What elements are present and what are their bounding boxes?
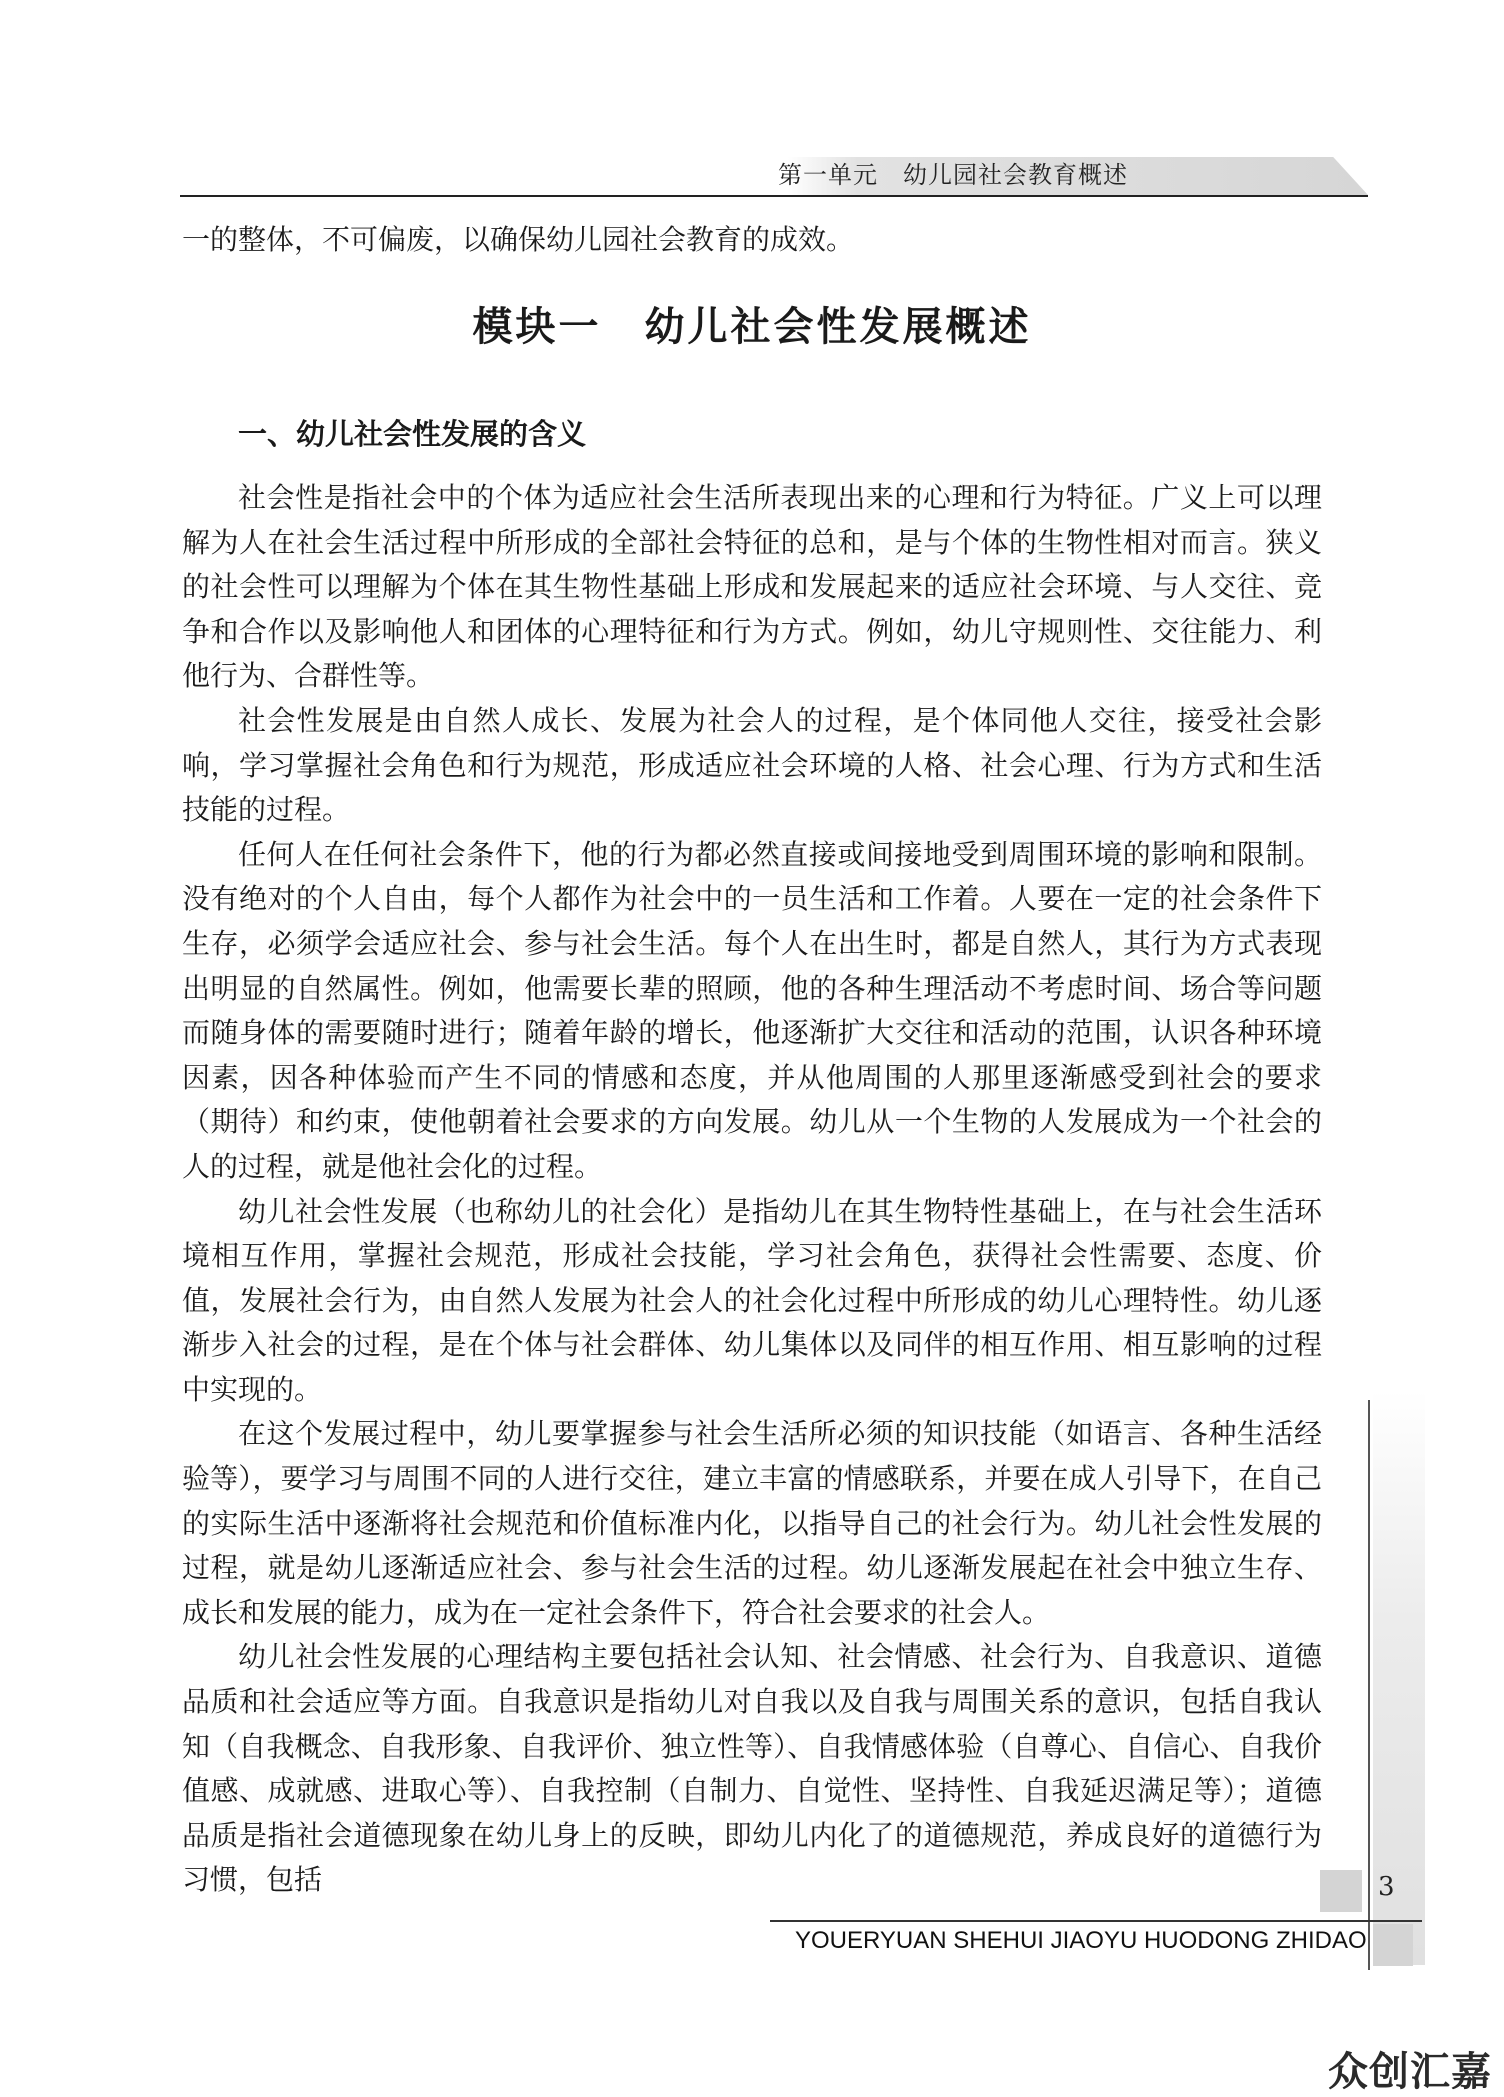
- paragraph-5: 在这个发展过程中，幼儿要掌握参与社会生活所必须的知识技能（如语言、各种生活经验等），要学习与周围不同的人进行交往，建立丰富的情感联系，并要在成人引导下，在自己的实际生活中逐渐将社会规范和价值标准内化，以指导自己的社会行为。幼儿社会性发展的过程，就是幼儿逐渐适应社会、参与社会生活的过程。幼儿逐渐发展起在社会中独立生存、成长和发展的能力，成为在一定社会条件下，符合社会要求的社会人。: [182, 1417, 1322, 1629]
- running-header: [180, 157, 1368, 195]
- body-paragraphs: [182, 476, 1322, 1903]
- paragraph-6: 幼儿社会性发展的心理结构主要包括社会认知、社会情感、社会行为、自我意识、道德品质和社会适应等方面。自我意识是指幼儿对自我以及自我与周围关系的意识，包括自我认知（自我概念、自我形象、自我评价、独立性等）、自我情感体验（自尊心、自信心、自我价值感、成就感、进取心等）、自我控制（自制力、自觉性、坚持性、自我延迟满足等）；道德品质是指社会道德现象在幼儿身上的反映，即幼儿内化了的道德规范，养成良好的道德行为习惯，包括: [182, 1640, 1322, 1897]
- unit-title: 第一单元 幼儿园社会教育概述: [778, 162, 1128, 189]
- footer-rule: [770, 1920, 1422, 1922]
- margin-rule: [1368, 1400, 1370, 1970]
- page-number-box: [1320, 1870, 1362, 1912]
- intro-line: 一的整体，不可偏废，以确保幼儿园社会教育的成效。: [182, 223, 855, 256]
- paragraph-3: 任何人在任何社会条件下，他的行为都必然直接或间接地受到周围环境的影响和限制。没有绝对的个人自由，每个人都作为社会中的一员生活和工作着。人要在一定的社会条件下生存，必须学会适应社会、参与社会生活。每个人在出生时，都是自然人，其行为方式表现出明显的自然属性。例如，他需要长辈的照顾，他的各种生理活动不考虑时间、场合等问题而随身体的需要随时进行；随着年龄的增长，他逐渐扩大交往和活动的范围，认识各种环境因素，因各种体验而产生不同的情感和态度，并从他周围的人那里逐渐感受到社会的要求（期待）和约束，使他朝着社会要求的方向发展。幼儿从一个生物的人发展成为一个社会的人的过程，就是他社会化的过程。: [182, 837, 1322, 1183]
- page-number: 3: [1378, 1872, 1395, 1902]
- header-rule: [180, 195, 1368, 197]
- section-heading: 一、幼儿社会性发展的含义: [238, 417, 587, 451]
- footer-shade: [1373, 1924, 1413, 1966]
- book-title: YOUERYUAN SHEHUI JIAOYU HUODONG ZHIDAO: [795, 1927, 1367, 1954]
- paragraph-1: 社会性是指社会中的个体为适应社会生活所表现出来的心理和行为特征。广义上可以理解为人在社会生活过程中所形成的全部社会特征的总和，是与个体的生物性相对而言。狭义的社会性可以理解为个体在其生物性基础上形成和发展起来的适应社会环境、与人交往、竞争和合作以及影响他人和团体的心理特征和行为方式。例如，幼儿守规则性、交往能力、利他行为、合群性等。: [182, 481, 1322, 693]
- watermark-logo: 众创汇嘉: [1328, 2049, 1492, 2095]
- paragraph-2: 社会性发展是由自然人成长、发展为社会人的过程，是个体同他人交往，接受社会影响，学习掌握社会角色和行为规范，形成适应社会环境的人格、社会心理、行为方式和生活技能的过程。: [182, 703, 1322, 827]
- paragraph-4: 幼儿社会性发展（也称幼儿的社会化）是指幼儿在其生物特性基础上，在与社会生活环境相互作用，掌握社会规范，形成社会技能，学习社会角色，获得社会性需要、态度、价值，发展社会行为，由自然人发展为社会人的社会化过程中所形成的幼儿心理特性。幼儿逐渐步入社会的过程，是在个体与社会群体、幼儿集体以及同伴的相互作用、相互影响的过程中实现的。: [182, 1194, 1322, 1406]
- module-heading: 模块一 幼儿社会性发展概述: [472, 303, 1032, 350]
